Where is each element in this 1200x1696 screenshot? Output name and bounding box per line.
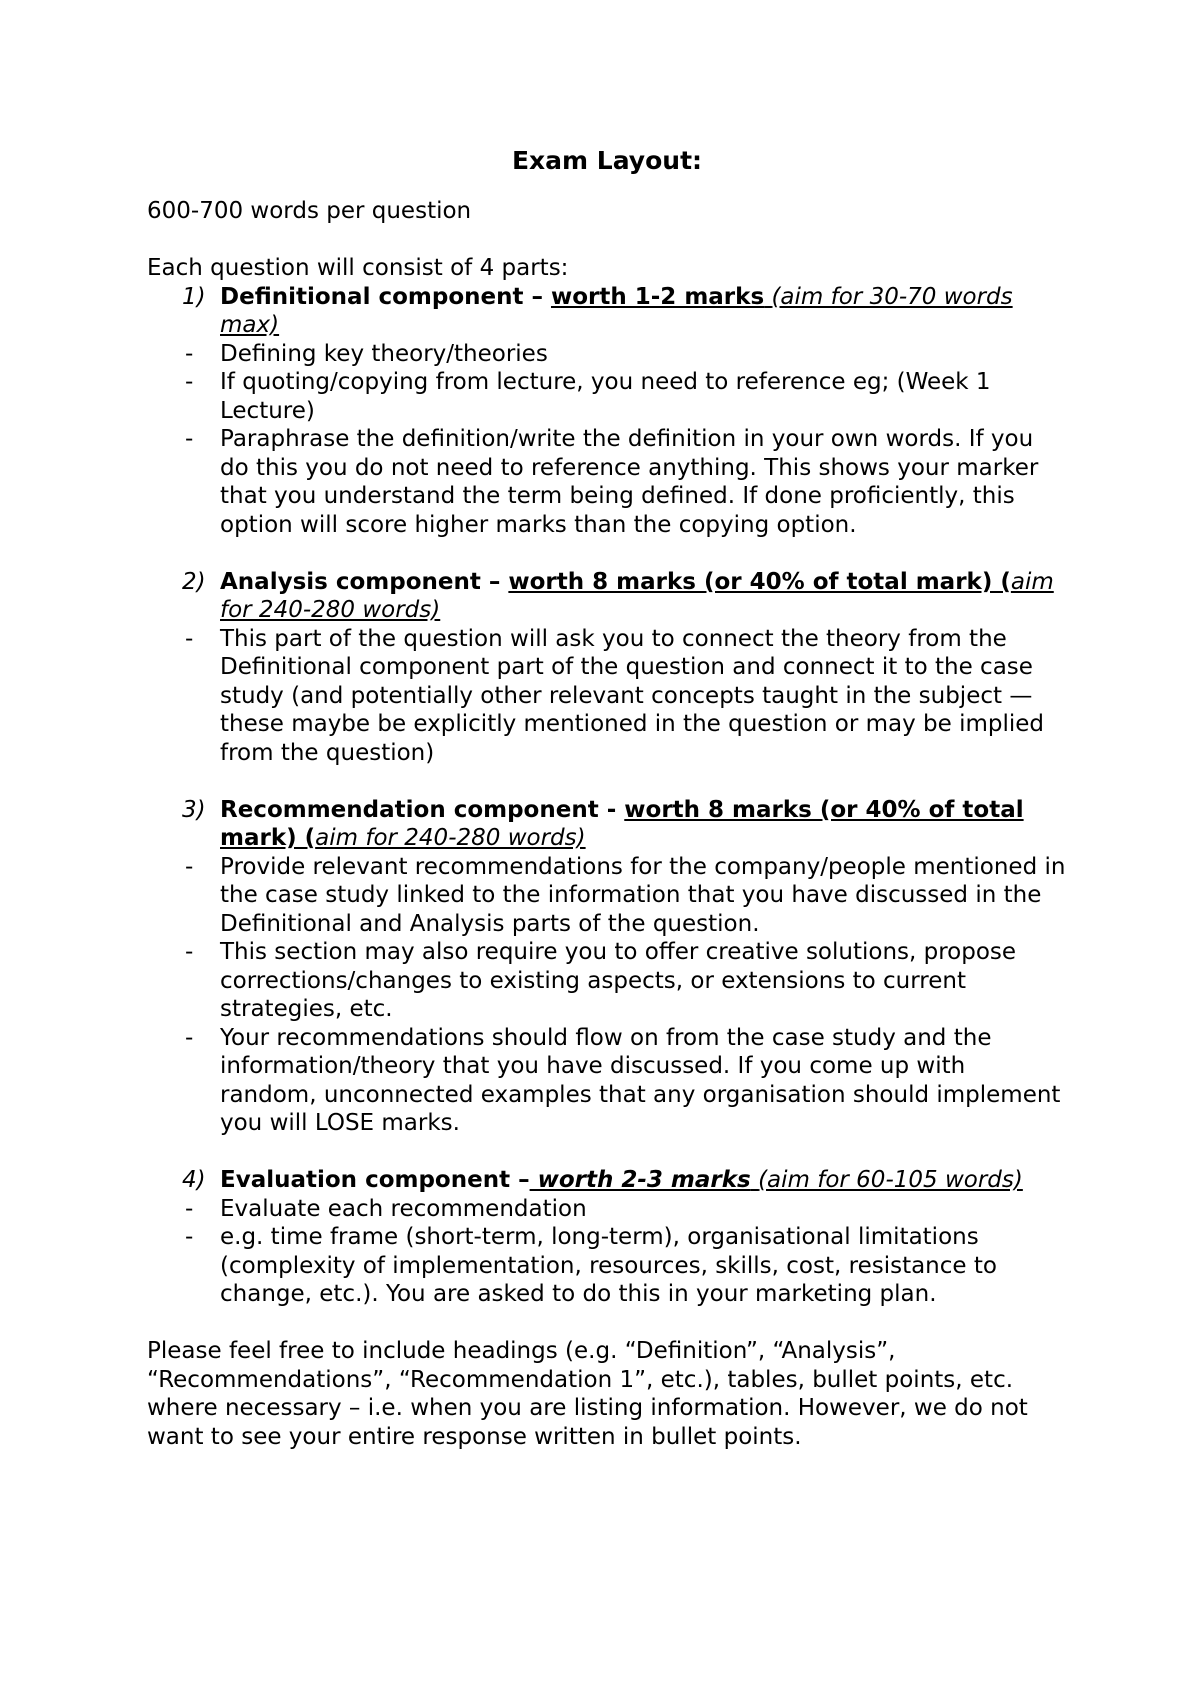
section-3-heading (147, 796, 1067, 853)
dash-bullet: - (185, 625, 194, 652)
spacer (147, 539, 1067, 568)
section-1-worth: worth 1-2 marks (550, 283, 765, 310)
section-4-number: 4) (182, 1167, 206, 1193)
dash-bullet: - (185, 853, 194, 880)
section-4-worth: worth 2-3 marks (529, 1167, 751, 1193)
list-item (147, 425, 1067, 539)
intro-parts: Each question will consist of 4 parts: (147, 255, 569, 281)
dash-bullet: - (185, 369, 194, 395)
document-page (147, 145, 1067, 1451)
section-2-number: 2) (182, 568, 206, 595)
section-2-bullet-1: This part of the question will ask you to connect the theory from the Definitional component part of the question and connect it to the case study (and potentially other relevant concepts taught in the subject — these maybe be explicitly mentioned in the question or may be implied from the question) (220, 625, 1045, 766)
spacer (147, 226, 1067, 255)
section-2-worth: worth 8 marks (or 40% of total mark) ( (508, 568, 1011, 595)
section-3-title: Recommendation component - (220, 796, 625, 823)
section-1-heading (147, 283, 1067, 340)
dash-bullet: - (185, 1224, 194, 1250)
document-title: Exam Layout: (511, 146, 703, 175)
dash-bullet: - (185, 426, 194, 452)
dash-bullet: - (185, 1024, 194, 1051)
section-4-heading (147, 1166, 1067, 1195)
dash-bullet: - (185, 939, 194, 965)
section-1-bullet-1: Defining key theory/theories (220, 340, 548, 367)
section-4-bullet-1: Evaluate each recommendation (220, 1195, 587, 1222)
section-1-aim: (aim for 30-70 words max) (220, 283, 1013, 338)
list-item (147, 340, 1067, 369)
spacer (147, 767, 1067, 796)
closing-paragraph: Please feel free to include headings (e.g. “Definition”, “Analysis”, “Recommendations”, “Recommendation 1”, etc.), tables, bullet points, etc. where necessary – i.e. when you are listing information. However, we do not want to see your entire response written in bullet points. (147, 1338, 1028, 1450)
list-item (147, 368, 1067, 425)
section-2-title: Analysis component – (220, 568, 509, 595)
section-3-number: 3) (182, 796, 206, 823)
list-item (147, 1223, 1067, 1309)
section-4-title: Evaluation component – (220, 1167, 530, 1193)
list-item (147, 1024, 1067, 1138)
section-3-worth: worth 8 marks (or 40% of total mark) ( (220, 796, 1024, 851)
section-4-aim: (aim for 60-105 words) (758, 1167, 1023, 1193)
spacer (147, 1138, 1067, 1167)
section-4-space (751, 1167, 758, 1193)
section-3-bullet-3: Your recommendations should flow on from the case study and the information/theory that you have discussed. If you come up with random, unconnected examples that any organisation should implement you will LOSE marks. (220, 1024, 1061, 1136)
section-2-heading (147, 568, 1067, 625)
dash-bullet: - (185, 1195, 194, 1222)
list-item (147, 853, 1067, 939)
list-item (147, 625, 1067, 768)
section-3-aim: aim for 240-280 words) (315, 825, 586, 851)
section-1-title: Definitional component – (220, 283, 551, 310)
section-1-bullet-2: If quoting/copying from lecture, you need to reference eg; (Week 1 Lecture) (220, 369, 991, 424)
section-2-aim: aim for 240-280 words) (220, 568, 1054, 623)
intro-word-count: 600-700 words per question (147, 198, 472, 224)
list-item (147, 938, 1067, 1024)
section-1-bullet-3: Paraphrase the definition/write the definition in your own words. If you do this you do not need to reference anything. This shows your marker that you understand the term being defined. If done proficiently, this option will score higher marks than the copying option. (220, 426, 1039, 538)
dash-bullet: - (185, 340, 194, 367)
list-item (147, 1195, 1067, 1224)
section-3-bullet-2: This section may also require you to offer creative solutions, propose corrections/changes to existing aspects, or extensions to current strategies, etc. (220, 939, 1017, 1022)
spacer (147, 1309, 1067, 1338)
section-1-number: 1) (182, 283, 206, 310)
section-3-bullet-1: Provide relevant recommendations for the company/people mentioned in the case study linked to the information that you have discussed in the Definitional and Analysis parts of the question. (220, 853, 1066, 937)
section-4-bullet-2: e.g. time frame (short-term, long-term), organisational limitations (complexity of implementation, resources, skills, cost, resistance to change, etc.). You are asked to do this in your marketing plan. (220, 1224, 997, 1307)
